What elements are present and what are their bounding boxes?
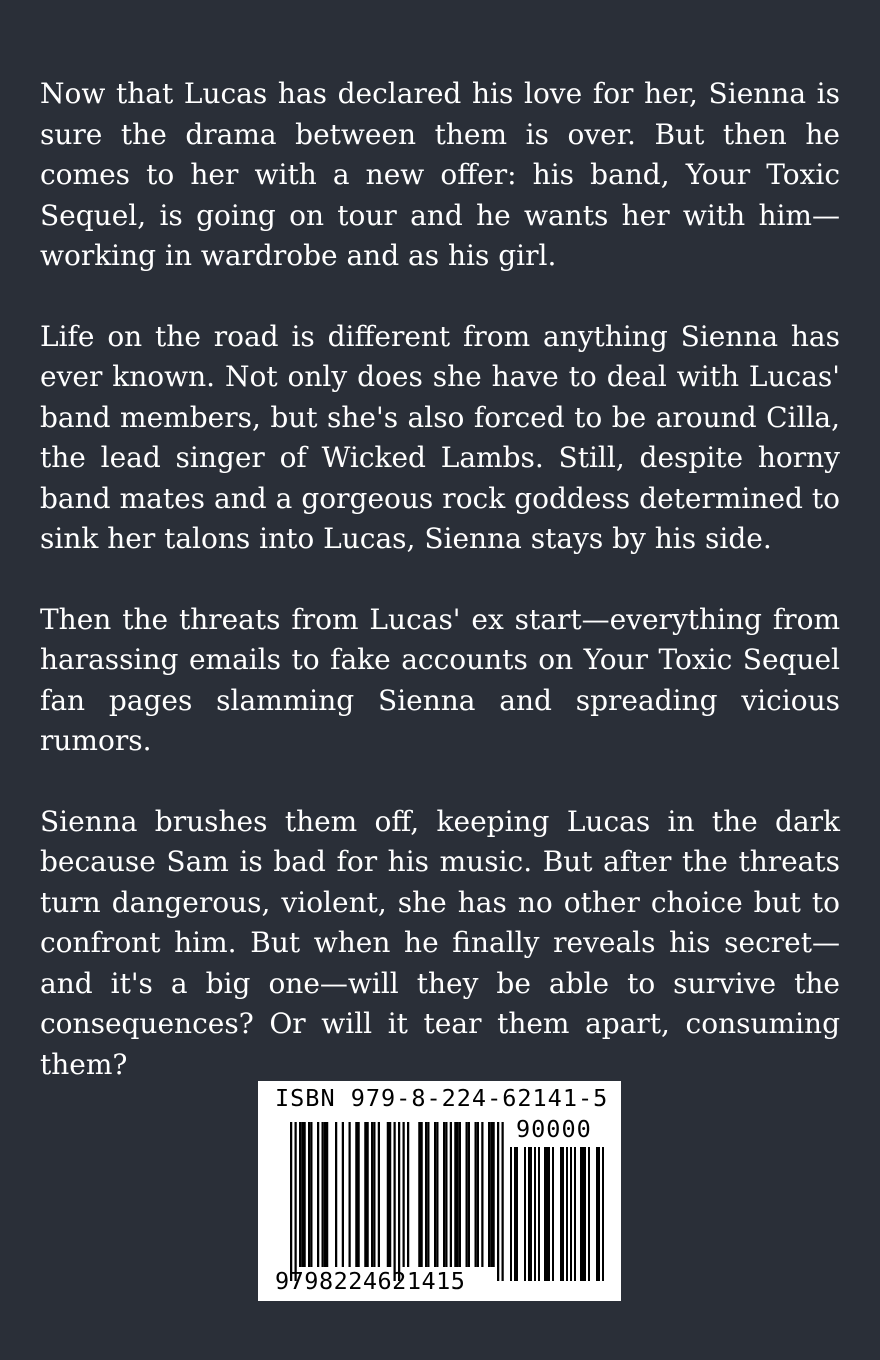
barcode-bar — [290, 1122, 292, 1281]
barcode-bar — [475, 1122, 477, 1267]
ean-digits: 9798224621415 — [275, 1267, 466, 1295]
barcode-bar — [324, 1122, 326, 1267]
barcode-bar — [436, 1122, 438, 1267]
barcode-bar — [326, 1122, 328, 1267]
barcode-bar — [418, 1122, 420, 1267]
barcode-bar — [322, 1122, 324, 1267]
price-code: 90000 — [516, 1115, 592, 1143]
barcode-bar — [502, 1122, 504, 1281]
barcode-bar — [514, 1147, 516, 1281]
barcode-bar — [457, 1122, 459, 1267]
barcode-bar — [566, 1147, 568, 1281]
barcode-bar — [295, 1122, 297, 1281]
barcode-bar — [355, 1122, 357, 1267]
barcode-bar — [588, 1147, 590, 1281]
barcode-bar — [425, 1122, 427, 1267]
barcode-bar — [427, 1122, 429, 1267]
isbn-label: ISBN 979-8-224-62141-5 — [275, 1084, 609, 1112]
barcode-bar — [378, 1122, 380, 1267]
barcode-bar — [358, 1122, 360, 1267]
barcode-bar — [468, 1122, 470, 1267]
barcode-bar — [387, 1122, 389, 1267]
barcode-bar — [530, 1147, 532, 1281]
barcode-bar — [596, 1147, 598, 1281]
barcode-bar — [477, 1122, 479, 1267]
barcode-bar — [488, 1122, 490, 1267]
barcode-bar — [308, 1122, 310, 1267]
barcode-bar — [552, 1147, 554, 1281]
barcode-bar — [584, 1147, 586, 1281]
barcode-bar — [510, 1147, 512, 1281]
barcode-bar — [394, 1122, 396, 1281]
barcode-bar — [544, 1147, 546, 1281]
barcode-bar — [299, 1122, 301, 1267]
barcode-bar — [524, 1147, 526, 1281]
barcode-bar — [445, 1122, 447, 1267]
back-cover-blurb — [40, 74, 840, 1085]
price-addon-bars — [510, 1147, 604, 1281]
barcode-bar — [398, 1122, 400, 1281]
barcode-bar — [493, 1122, 495, 1267]
barcode-bar — [459, 1122, 461, 1267]
barcode-bar — [574, 1147, 576, 1281]
barcode-bar — [310, 1122, 312, 1267]
barcode-bar — [490, 1122, 492, 1267]
barcode-bar — [389, 1122, 391, 1267]
barcode-bar — [364, 1122, 366, 1267]
barcode-bar — [317, 1122, 319, 1267]
barcode-bar — [434, 1122, 436, 1267]
blurb-paragraph-3: Then the threats from Lucas' ex start—everything from harassing emails to fake accounts on Your Toxic Sequel fan pages slamming Sienna and spreading vicious rumors. — [40, 602, 840, 757]
barcode-bar — [580, 1147, 582, 1281]
barcode-bar — [367, 1122, 369, 1267]
main-barcode-bars — [290, 1122, 504, 1281]
blurb-paragraph-2: Life on the road is different from anything Sienna has ever known. Not only does she have to deal with Lucas' band members, but she's also forced to be around Cilla, the lead singer of Wicked Lambs. Still, despite horny band mates and a gorgeous rock goddess determined to sink her talons into Lucas, Sienna stays by his side. — [40, 319, 840, 555]
barcode-bar — [516, 1147, 518, 1281]
barcode-bar — [349, 1122, 351, 1267]
barcode-bar — [598, 1147, 600, 1281]
barcode-bar — [301, 1122, 303, 1267]
barcode-bar — [560, 1147, 562, 1281]
isbn-barcode — [258, 1081, 621, 1301]
barcode-bar — [538, 1147, 540, 1281]
barcode-bar — [548, 1147, 550, 1281]
barcode-bar — [602, 1147, 604, 1281]
barcode-bar — [407, 1122, 409, 1267]
barcode-bar — [466, 1122, 468, 1267]
barcode-bar — [371, 1122, 373, 1267]
barcode-bar — [335, 1122, 337, 1267]
barcode-bar — [546, 1147, 548, 1281]
barcode-bar — [562, 1147, 564, 1281]
barcode-bar — [534, 1147, 536, 1281]
barcode-bar — [528, 1147, 530, 1281]
blurb-paragraph-1: Now that Lucas has declared his love for her, Sienna is sure the drama between them is over. But then he comes to her with a new offer: his band, Your Toxic Sequel, is going on tour and he wants her with him—working in wardrobe and as his girl. — [40, 77, 840, 272]
barcode-bar — [342, 1122, 344, 1267]
blurb-paragraph-4: Sienna brushes them off, keeping Lucas in the dark because Sam is bad for his music. But after the threats turn dangerous, violent, she has no other choice but to confront him. But when he finally reveals his secret—and it's a big one—will they be able to survive the consequences? Or will it tear them apart, consuming them? — [40, 804, 840, 1081]
barcode-bar — [570, 1147, 572, 1281]
barcode-bar — [443, 1122, 445, 1267]
barcode-bar — [497, 1122, 499, 1281]
barcode-bar — [373, 1122, 375, 1267]
barcode-bar — [454, 1122, 456, 1267]
barcode-bar — [304, 1122, 306, 1267]
barcode-bar — [582, 1147, 584, 1281]
barcode-bar — [403, 1122, 405, 1267]
barcode-bar — [421, 1122, 423, 1267]
barcode-bar — [450, 1122, 452, 1267]
barcode-bar — [481, 1122, 483, 1267]
